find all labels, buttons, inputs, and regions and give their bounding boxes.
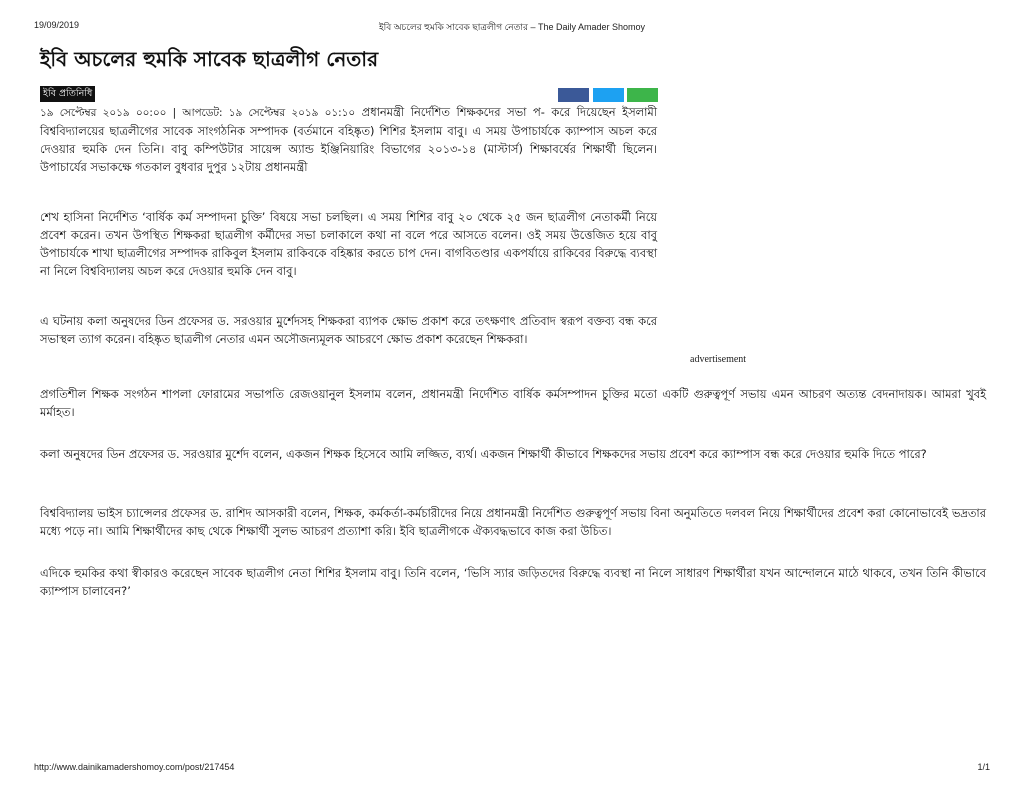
article-paragraph: এদিকে হুমকির কথা স্বীকারও করেছেন সাবেক ছাত্রলীগ নেতা শিশির ইসলাম বাবু। তিনি বলেন, ‘ভিসি স্যার জড়িতদের বিরুদ্ধে ব্যবস্থা না নিলে সাধারণ শিক্ষার্থীরা যখন আন্দোলনে মাঠে থাকবে, তখন তিনি কীভাবে ক্যাম্পাস চালাবেন?’	[40, 566, 986, 599]
facebook-share-button[interactable]	[558, 88, 589, 102]
article-paragraph	[40, 103, 657, 176]
article-paragraph: কলা অনুষদের ডিন প্রফেসর ড. সরওয়ার মুর্শেদ বলেন, একজন শিক্ষক হিসেবে আমি লজ্জিত, ব্যর্থ। একজন শিক্ষার্থী কীভাবে শিক্ষকদের সভায় প্রবেশ করে ক্যাম্পাস বন্ধ করে দেওয়ার হুমকি দিতে পারে?	[40, 447, 927, 461]
article-dateline: ১৯ সেপ্টেম্বর ২০১৯ ০০:০০ | আপডেট: ১৯ সেপ্টেম্বর ২০১৯ ০১:১০	[40, 107, 356, 119]
article-headline: ইবি অচলের হুমকি সাবেক ছাত্রলীগ নেতার	[40, 47, 379, 71]
paragraph-text: প্রধানমন্ত্রী নির্দেশিত শিক্ষকদের সভা প- করে দিয়েছেন ইসলামী বিশ্ববিদ্যালয়ের ছাত্রলীগের সাবেক সাংগঠনিক সম্পাদক (বর্তমানে বহিষ্কৃত) শিশির ইসলাম বাবু। এ সময় উপাচার্যকে ক্যাম্পাস অচল করে দেওয়ার হুমকি দেন তিনি। বাবু কম্পিউটার সায়েন্স অ্যান্ড ইঞ্জিনিয়ারিং বিভাগের ২০১৩-১৪ (মাস্টার্স) শিক্ষাবর্ষের শিক্ষার্থী ছিলেন। উপাচার্যের সভাকক্ষে গতকাল বুধবার দুপুর ১২টায় প্রধানমন্ত্রী	[40, 105, 657, 175]
article-paragraph: শেখ হাসিনা নির্দেশিত ‘বার্ষিক কর্ম সম্পাদনা চুক্তি’ বিষয়ে সভা চলছিল। এ সময় শিশির বাবু ২০ থেকে ২৫ জন ছাত্রলীগ নেতাকর্মী নিয়ে প্রবেশ করেন। তখন উপস্থিত শিক্ষকরা ছাত্রলীগ কর্মীদের সভা চলাকালে কথা না বলে পরে আসতে বলেন। ওই সময় উত্তেজিত হয়ে বাবু উপাচার্যকে শাখা ছাত্রলীগের সম্পাদক রাকিবুল ইসলাম রাকিবকে বহিষ্কার করতে চাপ দেন। বাগবিতণ্ডার একপর্যায়ে রাকিবের বিরুদ্ধে ব্যবস্থা না নিলে বিশ্ববিদ্যালয় অচল করে দেওয়ার হুমকি দেন বাবু।	[40, 210, 657, 279]
page-number: 1/1	[977, 762, 990, 772]
print-date: 19/09/2019	[34, 20, 80, 30]
print-url: http://www.dainikamadershomoy.com/post/217454	[34, 762, 235, 772]
article-paragraph: প্রগতিশীল শিক্ষক সংগঠন শাপলা ফোরামের সভাপতি রেজওয়ানুল ইসলাম বলেন, প্রধানমন্ত্রী নির্দেশিত বার্ষিক কর্মসম্পাদন চুক্তির মতো একটি গুরুত্বপূর্ণ সভায় এমন আচরণ অত্যন্ত বেদনাদায়ক। আমরা খুবই মর্মাহত।	[40, 387, 986, 420]
article-paragraph: বিশ্ববিদ্যালয় ভাইস চ্যান্সেলর প্রফেসর ড. রাশিদ আসকারী বলেন, শিক্ষক, কর্মকর্তা-কর্মচারীদের নিয়ে প্রধানমন্ত্রী নির্দেশিত গুরুত্বপূর্ণ সভায় বিনা অনুমতিতে দলবল নিয়ে শিক্ষার্থীদের প্রবেশ করা কোনোভাবেই ভদ্রতার মধ্যে পড়ে না। আমি শিক্ষার্থীদের কাছ থেকে শিক্ষার্থী সুলভ আচরণ প্রত্যাশা করি। ইবি ছাত্রলীগকে ঐক্যবদ্ধভাবে কাজ করা উচিত।	[40, 506, 986, 539]
advertisement-label: advertisement	[690, 354, 747, 365]
share-button[interactable]	[627, 88, 658, 102]
print-page-title: ইবি অচলের হুমকি সাবেক ছাত্রলীগ নেতার – The Daily Amader Shomoy	[378, 22, 646, 32]
article-paragraph: এ ঘটনায় কলা অনুষদের ডিন প্রফেসর ড. সরওয়ার মুর্শেদসহ শিক্ষকরা ব্যাপক ক্ষোভ প্রকাশ করে তৎক্ষণাৎ প্রতিবাদ স্বরূপ বক্তব্য বন্ধ করে সভাস্থল ত্যাগ করেন। বহিষ্কৃত ছাত্রলীগ নেতার এমন অসৌজন্যমূলক আচরণে ক্ষোভ প্রকাশ করেছেন শিক্ষকরা।	[40, 314, 657, 347]
twitter-share-button[interactable]	[593, 88, 624, 102]
byline-badge: ইবি প্রতিনিধি	[40, 86, 95, 102]
